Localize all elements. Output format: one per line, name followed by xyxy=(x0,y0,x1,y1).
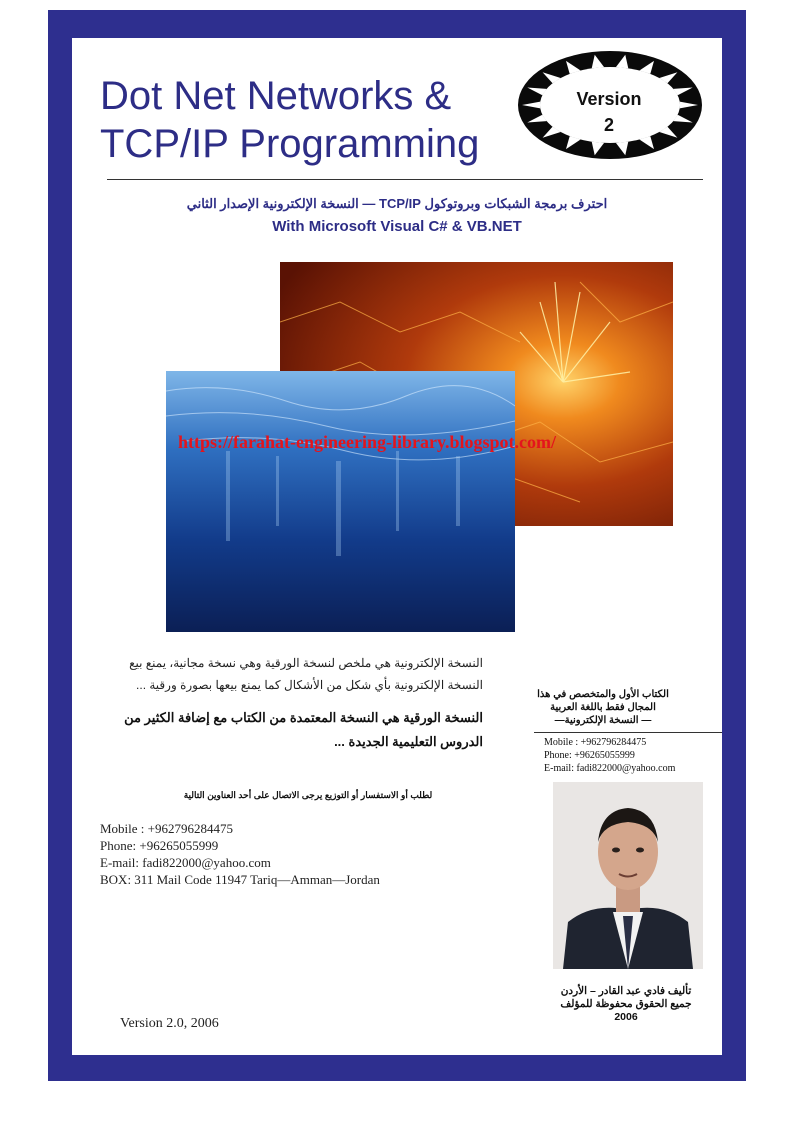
contact-phone: Phone: +96265055999 xyxy=(100,838,219,853)
version-note: Version 2.0, 2006 xyxy=(120,1016,219,1031)
author-photo xyxy=(553,782,703,969)
contact-address: BOX: 311 Mail Code 11947 Tariq—Amman—Jordan xyxy=(100,872,380,887)
note-line-1: النسخة الإلكترونية هي ملخص لنسخة الورقية وهي نسخة مجانية، يمنع بيع xyxy=(129,656,483,670)
first-book-line-1: الكتاب الأول والمتخصص في هذا xyxy=(537,689,669,700)
version-number: 2 xyxy=(603,115,614,135)
author-name: تأليف فادي عبد القادر – الأردن xyxy=(560,985,692,997)
note-line-2: النسخة الإلكترونية بأي شكل من الأشكال كما يمنع بيعها بصورة ورقية ... xyxy=(136,678,483,692)
author-contact xyxy=(544,736,675,775)
author-mobile: Mobile : +962796284475 xyxy=(544,737,647,748)
book-title xyxy=(100,72,479,168)
paper-note-line-1: النسخة الورقية هي النسخة المعتمدة من الكتاب مع إضافة الكثير من xyxy=(124,710,483,725)
title-line-2: TCP/IP Programming xyxy=(100,122,480,166)
paper-note-line-2: الدروس التعليمية الجديدة ... xyxy=(334,734,483,749)
first-book-line-2: المجال فقط باللغة العربية xyxy=(550,702,656,713)
author-email: E-mail: fadi822000@yahoo.com xyxy=(544,763,676,774)
contact-email: E-mail: fadi822000@yahoo.com xyxy=(100,855,271,870)
title-divider xyxy=(107,179,703,180)
contact-heading: لطلب أو الاستفسار أو التوزيع يرجى الاتصال على أحد العناوين التالية xyxy=(183,790,433,800)
contact-mobile: Mobile : +962796284475 xyxy=(100,821,233,836)
paper-edition-note xyxy=(100,706,483,754)
arabic-subtitle: احترف برمجة الشبكات وبروتوكول TCP/IP — النسخة الإلكترونية الإصدار الثاني xyxy=(186,196,608,211)
version-badge-text xyxy=(548,86,670,138)
english-subtitle: With Microsoft Visual C# & VB.NET xyxy=(272,218,522,235)
copyright-note: جميع الحقوق محفوظة للمؤلف xyxy=(560,998,692,1010)
watermark-url: https://farahat-engineering-library.blogspot.com/ xyxy=(178,432,556,452)
author-phone: Phone: +96265055999 xyxy=(544,750,635,761)
version-label: Version xyxy=(576,89,642,109)
underwater-image xyxy=(166,371,515,632)
first-book-line-3: — النسخة الإلكترونية— xyxy=(554,715,652,726)
electronic-edition-note xyxy=(100,652,483,696)
author-year: 2006 xyxy=(614,1011,638,1023)
author-credit xyxy=(541,985,711,1024)
first-book-note xyxy=(512,688,694,727)
title-line-1: Dot Net Networks & xyxy=(100,74,452,118)
contact-block xyxy=(100,820,380,888)
author-divider xyxy=(534,732,722,733)
